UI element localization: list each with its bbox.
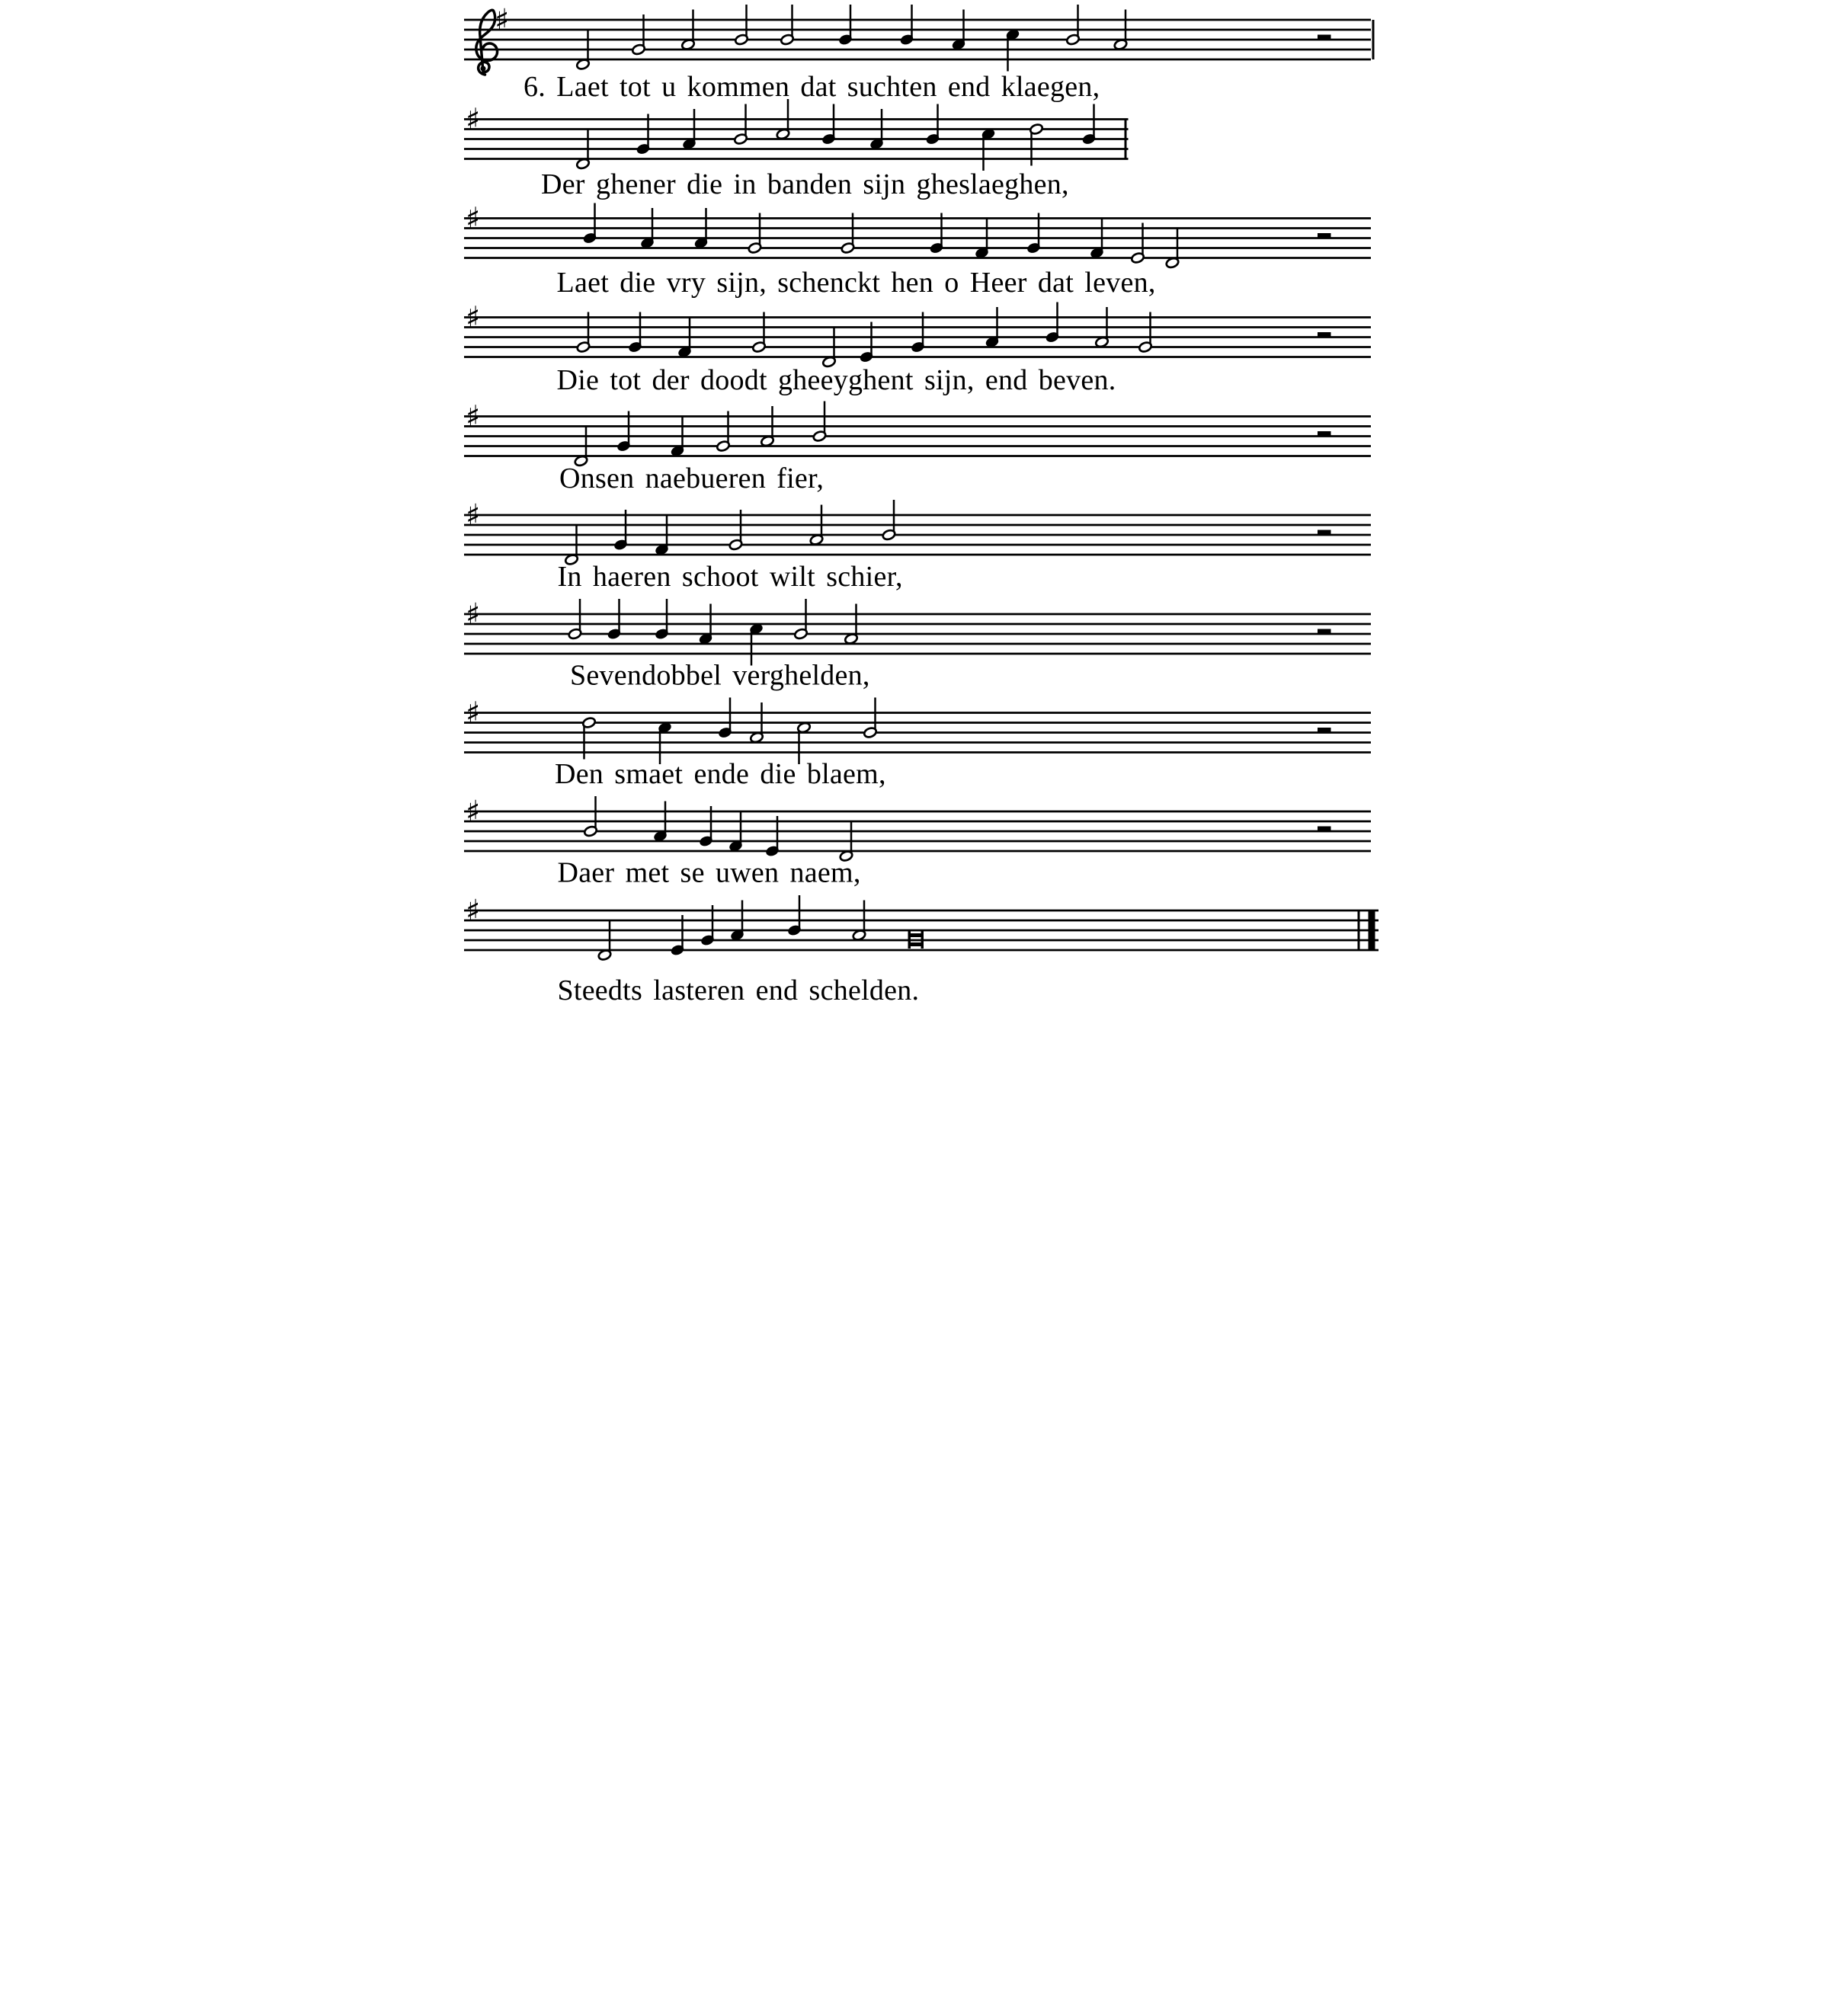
- half-rest-icon: [1318, 35, 1331, 40]
- half-rest-icon: [1318, 728, 1331, 733]
- lyric-line-9: Daer met se uwen naem,: [557, 856, 861, 889]
- lyric-line-7: Sevendobbel verghelden,: [570, 659, 870, 692]
- half-rest-icon: [1318, 629, 1331, 635]
- lyric-line-8: Den smaet ende die blaem,: [555, 758, 886, 790]
- lyric-line-2: Der ghener die in banden sijn gheslaeghen,: [541, 168, 1069, 200]
- key-signature-sharp-icon: ♯: [466, 696, 481, 731]
- key-signature-sharp-icon: ♯: [466, 300, 481, 336]
- key-signature-sharp-icon: ♯: [466, 399, 481, 435]
- lyric-line-10: Steedts lasteren end schelden.: [557, 974, 920, 1006]
- lyric-line-4: Die tot der doodt gheeyghent sijn, end beven.: [556, 364, 1116, 396]
- half-rest-icon: [1318, 530, 1331, 536]
- key-signature-sharp-icon: ♯: [466, 597, 481, 632]
- key-signature-sharp-icon: ♯: [466, 498, 481, 533]
- half-rest-icon: [1318, 827, 1331, 832]
- score-svg: [460, 0, 1378, 1008]
- key-signature-sharp-icon: ♯: [466, 201, 481, 237]
- lyric-line-3: Laet die vry sijn, schenckt hen o Heer dat leven,: [556, 267, 1156, 299]
- key-signature-sharp-icon: ♯: [466, 102, 481, 138]
- lyric-line-5: Onsen naebueren fier,: [559, 462, 825, 494]
- key-signature-sharp-icon: ♯: [466, 795, 481, 830]
- sheet-music-page: [460, 0, 1378, 1008]
- lyric-line-6: In haeren schoot wilt schier,: [557, 561, 903, 593]
- key-signature-sharp-icon: ♯: [495, 3, 510, 38]
- half-rest-icon: [1318, 233, 1331, 238]
- half-rest-icon: [1318, 332, 1331, 338]
- key-signature-sharp-icon: ♯: [466, 894, 481, 929]
- lyric-line-1: 6. Laet tot u kommen dat suchten end klaegen,: [524, 71, 1100, 103]
- half-rest-icon: [1318, 431, 1331, 437]
